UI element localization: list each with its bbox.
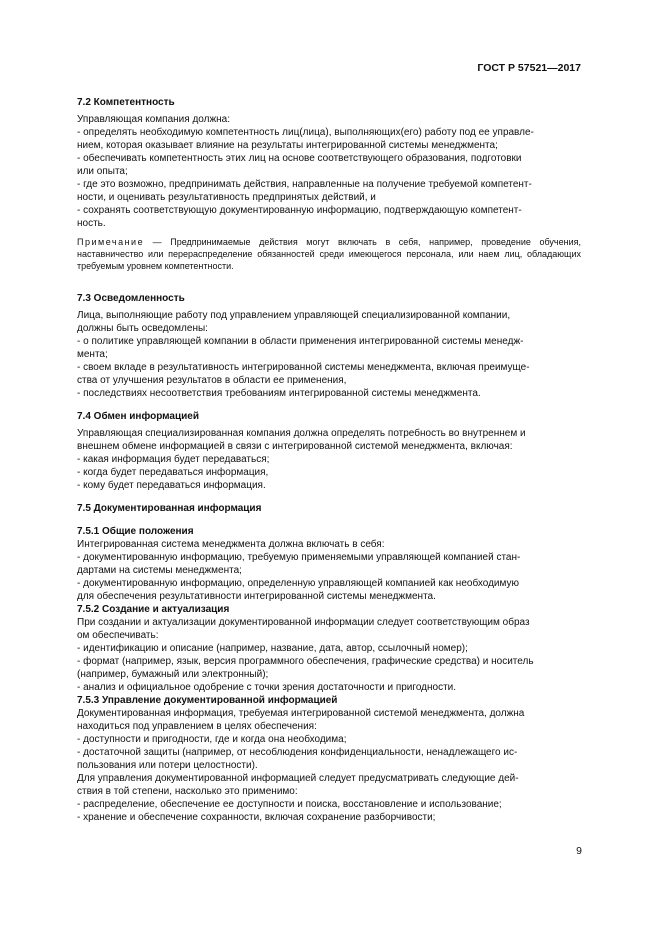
text-line: - сохранять соответствующую документированную информацию, подтверждающую компетент- — [77, 205, 522, 216]
section-heading: 7.5 Документированная информация — [77, 503, 262, 514]
text-line: пользования или потери целостности). — [77, 760, 258, 771]
text-line: - доступности и пригодности, где и когда она необходима; — [77, 734, 347, 745]
text-line: - последствиях несоответствия требованиям интегрированной системы менеджмента. — [77, 388, 481, 399]
text-line: - формат (например, язык, версия программного обеспечения, графические средства) и носитель — [77, 656, 534, 667]
section-7-2 — [77, 96, 581, 272]
text-line: - обеспечивать компетентность этих лиц на основе соответствующего образования, подготовки — [77, 153, 522, 164]
document-body — [77, 96, 581, 824]
text-line: - своем вкладе в результативность интегрированной системы менеджмента, включая преимуще- — [77, 362, 530, 373]
section-7-5 — [77, 502, 581, 824]
text-line: (например, бумажный или электронный); — [77, 669, 269, 680]
document-code: ГОСТ Р 57521—2017 — [477, 62, 581, 74]
text-line: Для управления документированной информацией следует предусматривать следующие дей- — [77, 773, 519, 784]
text-line: мента; — [77, 349, 108, 360]
text-line: ности, и оценивать результативность предпринятых действий, и — [77, 192, 376, 203]
text-line: - анализ и официальное одобрение с точки зрения достаточности и пригодности. — [77, 682, 457, 693]
text-line: Лица, выполняющие работу под управлением управляющей специализированной компании, — [77, 310, 511, 321]
text-line: - кому будет передаваться информация. — [77, 480, 266, 491]
text-line: ом обеспечивать: — [77, 630, 159, 641]
note-label: Примечание — [77, 237, 145, 247]
text-line: нием, которая оказывает влияние на результаты интегрированной системы менеджмента; — [77, 140, 498, 151]
text-line: ность. — [77, 218, 106, 229]
text-line: или опыта; — [77, 166, 128, 177]
subsection-heading: 7.5.2 Создание и актуализация — [77, 604, 230, 615]
text-line: - распределение, обеспечение ее доступности и поиска, восстановление и использование; — [77, 799, 502, 810]
text-line: должны быть осведомлены: — [77, 323, 208, 334]
text-line: - хранение и обеспечение сохранности, включая сохранение разборчивости; — [77, 812, 436, 823]
text-line: - документированную информацию, определенную управляющей компанией как необходимую — [77, 578, 519, 589]
text-line: - где это возможно, предпринимать действия, направленные на получение требуемой компетент- — [77, 179, 532, 190]
note-text: — Предпринимаемые действия могут включать в себя, например, проведение обучения, наставничество или перераспределение обязанностей среди имеющегося персонала, или наем лиц, обладающих требуемым уровнем компетентности. — [77, 237, 581, 271]
text-line: Интегрированная система менеджмента должна включать в себя: — [77, 539, 385, 550]
text-line: Документированная информация, требуемая интегрированной системой менеджмента, должна — [77, 708, 525, 719]
text-line: находиться под управлением в целях обеспечения: — [77, 721, 317, 732]
text-line: внешнем обмене информацией в связи с интегрированной системой менеджмента, включая: — [77, 441, 513, 452]
text-line: - достаточной защиты (например, от несоблюдения конфиденциальности, ненадлежащего ис- — [77, 747, 518, 758]
subsection-heading: 7.5.1 Общие положения — [77, 526, 194, 537]
text-line: - какая информация будет передаваться; — [77, 454, 270, 465]
section-7-4 — [77, 410, 581, 492]
text-line: - документированную информацию, требуемую применяемыми управляющей компанией стан- — [77, 552, 521, 563]
text-line: Управляющая специализированная компания должна определять потребность во внутреннем и — [77, 428, 526, 439]
section-heading: 7.2 Компетентность — [77, 97, 175, 108]
text-line: ствия в той степени, насколько это применимо: — [77, 786, 298, 797]
section-heading: 7.4 Обмен информацией — [77, 411, 200, 422]
page-number: 9 — [576, 845, 582, 857]
text-line: дартами на системы менеджмента; — [77, 565, 242, 576]
section-7-3 — [77, 292, 581, 400]
text-line: - о политике управляющей компании в области применения интегрированной системы менедж- — [77, 336, 524, 347]
text-line: ства от улучшения результатов в области ее применения, — [77, 375, 347, 386]
text-line: для обеспечения результативности интегрированной системы менеджмента. — [77, 591, 436, 602]
section-heading: 7.3 Осведомленность — [77, 293, 185, 304]
text-line: - когда будет передаваться информация, — [77, 467, 269, 478]
text-line: При создании и актуализации документированной информации следует соответствующим образ — [77, 617, 530, 628]
text-line: - определять необходимую компетентность лиц(лица), выполняющих(его) работу под ее управле- — [77, 127, 534, 138]
subsection-heading: 7.5.3 Управление документированной информацией — [77, 695, 338, 706]
text-line: Управляющая компания должна: — [77, 114, 231, 125]
text-line: - идентификацию и описание (например, название, дата, автор, ссылочный номер); — [77, 643, 468, 654]
note — [77, 236, 581, 272]
